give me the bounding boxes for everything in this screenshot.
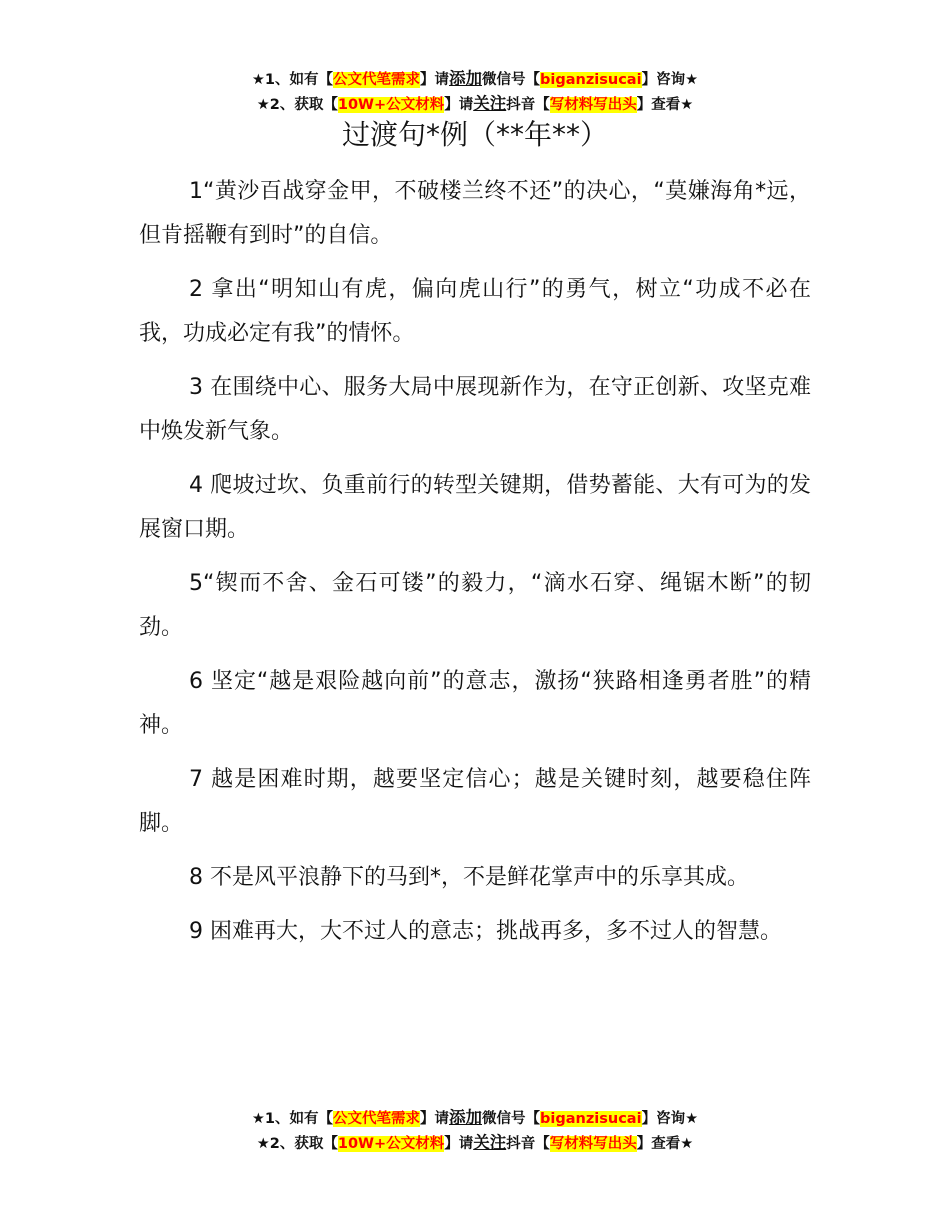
promo-line-1: ★1、如有【公文代笔需求】请添加微信号【biganzisucai】咨询★ (251, 69, 699, 88)
document-body (139, 170, 811, 964)
promo-highlight-douyin: 写材料写出头 (549, 97, 637, 113)
promo-underline-add: 添加 (449, 1108, 483, 1127)
promo-highlight-service: 公文代笔需求 (333, 1111, 421, 1127)
promo-highlight-materials: 10W+公文材料 (337, 97, 445, 113)
promo-underline-follow: 关注 (473, 94, 507, 113)
promo-line-2: ★2、获取【10W+公文材料】请关注抖音【写材料写出头】查看★ (256, 94, 694, 113)
promo-highlight-materials: 10W+公文材料 (337, 1136, 445, 1152)
promo-line-1: ★1、如有【公文代笔需求】请添加微信号【biganzisucai】咨询★ (251, 1108, 699, 1127)
header-promo (0, 67, 950, 117)
footer-promo (0, 1106, 950, 1156)
promo-highlight-wechat-id: biganzisucai (540, 72, 642, 88)
paragraph-7: 7 越是困难时期，越要坚定信心；越是关键时刻，越要稳住阵脚。 (139, 767, 811, 836)
paragraph-4: 4 爬坡过坎、负重前行的转型关键期，借势蓄能、大有可为的发展窗口期。 (139, 473, 811, 542)
paragraph-6: 6 坚定“越是艰险越向前”的意志，激扬“狭路相逢勇者胜”的精神。 (139, 669, 811, 738)
paragraph-1: 1“黄沙百战穿金甲，不破楼兰终不还”的决心，“莫嫌海角*远，但肯摇鞭有到时”的自信。 (139, 179, 811, 248)
paragraph-3: 3 在围绕中心、服务大局中展现新作为，在守正创新、攻坚克难中焕发新气象。 (139, 375, 811, 444)
paragraph-5: 5“锲而不舍、金石可镂”的毅力，“滴水石穿、绳锯木断”的韧劲。 (139, 571, 811, 640)
promo-underline-add: 添加 (449, 69, 483, 88)
page-title: 过渡句*例（**年**） (341, 118, 608, 151)
promo-highlight-service: 公文代笔需求 (333, 72, 421, 88)
paragraph-2: 2 拿出“明知山有虎，偏向虎山行”的勇气，树立“功成不必在我，功成必定有我”的情怀。 (139, 277, 811, 346)
promo-highlight-wechat-id: biganzisucai (540, 1111, 642, 1127)
paragraph-8: 8 不是风平浪静下的马到*，不是鲜花掌声中的乐享其成。 (189, 865, 749, 890)
paragraph-9: 9 困难再大，大不过人的意志；挑战再多，多不过人的智慧。 (189, 919, 782, 944)
promo-underline-follow: 关注 (473, 1133, 507, 1152)
promo-line-2: ★2、获取【10W+公文材料】请关注抖音【写材料写出头】查看★ (256, 1133, 694, 1152)
promo-highlight-douyin: 写材料写出头 (549, 1136, 637, 1152)
